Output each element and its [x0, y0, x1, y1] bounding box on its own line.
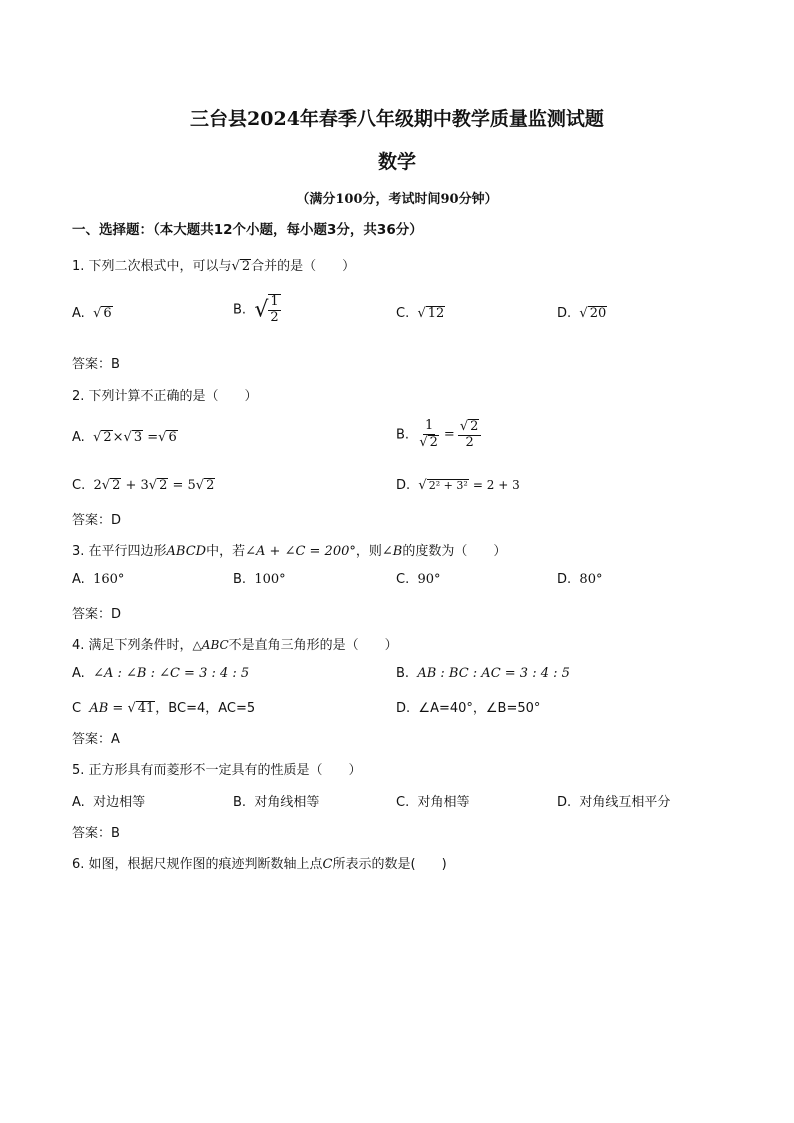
question-2-stem: 2. 下列计算不正确的是（ ） — [72, 389, 258, 404]
expression-rest: = 2 + 3 — [472, 478, 520, 492]
option-label: D. — [557, 572, 572, 587]
shape-name: ABCD — [166, 544, 207, 559]
question-6-stem — [72, 853, 447, 872]
fraction-numerator: 1 — [270, 294, 279, 309]
option-value: 160° — [93, 572, 125, 587]
stem-text: 3. 在平行四边形 — [72, 544, 167, 559]
radicand: 2 — [429, 434, 438, 450]
option-label: D. — [396, 478, 411, 493]
fraction-numerator: 1 — [424, 418, 434, 433]
q3-option-c — [396, 572, 441, 587]
option-label: A. — [72, 795, 85, 810]
q5-answer: 答案：B — [72, 826, 120, 841]
question-1-stem-a: 1. 下列二次根式中，可以与 — [72, 259, 232, 274]
q1-option-b — [233, 294, 281, 326]
sqrt-symbol: √ — [148, 478, 158, 493]
option-label: A. — [72, 306, 85, 321]
q5-option-b — [233, 791, 319, 810]
option-label: D. — [557, 795, 572, 810]
q1-answer: 答案：B — [72, 357, 120, 372]
option-value: ，BC=4，AC=5 — [155, 701, 256, 716]
sqrt-symbol: √ — [231, 259, 240, 274]
radicand: 2 — [159, 478, 168, 493]
option-radicand: 12 — [427, 306, 445, 321]
q3-option-a — [72, 572, 124, 587]
q1-option-d — [557, 306, 607, 321]
option-value: ∠A : ∠B : ∠C = 3 : 4 : 5 — [93, 666, 250, 681]
q4-option-a — [72, 666, 249, 681]
stem-text: 不是直角三角形的是（ ） — [228, 638, 398, 653]
stem-text: ，则 — [355, 544, 382, 559]
operator: = — [147, 430, 159, 445]
option-value: 对角线互相平分 — [579, 795, 671, 810]
q2-option-b — [396, 419, 481, 451]
radicand: 2 — [112, 478, 121, 493]
radicand: 2 — [206, 478, 215, 493]
q3-option-b — [233, 572, 286, 587]
fraction-left — [417, 419, 441, 451]
option-label: B. — [233, 795, 247, 810]
angle-name: ∠B — [381, 544, 403, 559]
sqrt-symbol: √ — [418, 478, 427, 493]
sqrt-symbol: √ — [254, 297, 269, 323]
q2-option-d — [396, 478, 520, 493]
sqrt-symbol: √ — [158, 430, 167, 445]
sqrt-symbol: √ — [195, 478, 205, 493]
sqrt-symbol: √ — [459, 419, 469, 434]
exam-title: 三台县2024年春季八年级期中教学质量监测试题 — [190, 108, 604, 130]
radicand: 2² + 3² — [428, 479, 468, 492]
q2-option-c — [72, 478, 215, 493]
sqrt-symbol: √ — [417, 306, 426, 321]
q5-option-c — [396, 791, 470, 810]
option-value: 对边相等 — [93, 795, 146, 810]
option-label: D. — [396, 701, 411, 716]
stem-text: 6. 如图，根据尺规作图的痕迹判断数轴上点 — [72, 857, 323, 872]
option-label: D. — [557, 306, 572, 321]
radicand: 41 — [137, 701, 155, 716]
sqrt-symbol: √ — [419, 434, 428, 450]
triangle-name: △ABC — [192, 638, 229, 652]
stem-text: 的度数为（ ） — [402, 544, 507, 559]
option-value: AB : BC : AC = 3 : 4 : 5 — [417, 666, 570, 681]
operator: + 3 — [125, 478, 149, 493]
option-label: B. — [233, 302, 247, 318]
sqrt-symbol: √ — [93, 430, 102, 445]
option-value: 对角线相等 — [254, 795, 320, 810]
option-value: 对角相等 — [417, 795, 470, 810]
option-expression: AB = — [89, 701, 124, 716]
stem-text: 所表示的数是( ) — [332, 857, 447, 872]
option-label: A. — [72, 666, 85, 681]
q5-option-d — [557, 791, 670, 810]
question-4-stem — [72, 634, 398, 653]
option-label: C. — [396, 306, 410, 321]
stem-text: 中，若 — [206, 544, 246, 559]
sqrt-symbol: √ — [127, 701, 136, 716]
radicand: 2 — [470, 419, 479, 434]
option-fraction — [268, 294, 280, 326]
operator: × — [112, 430, 124, 445]
question-1-radicand: 2 — [241, 259, 251, 274]
q4-answer: 答案：A — [72, 732, 120, 747]
sqrt-symbol: √ — [101, 478, 111, 493]
q1-option-a — [72, 306, 113, 321]
fraction-right — [458, 419, 482, 451]
q2-answer: 答案：D — [72, 513, 122, 528]
option-label: B. — [396, 666, 410, 681]
operator: = — [443, 427, 455, 443]
option-value: 90° — [417, 572, 441, 587]
option-label: C. — [396, 795, 410, 810]
q4-option-c — [72, 697, 255, 716]
condition: ∠A + ∠C = 200° — [245, 544, 356, 559]
option-value: 80° — [579, 572, 603, 587]
question-1-stem — [72, 255, 355, 274]
coefficient: 2 — [93, 478, 102, 493]
question-5-stem: 5. 正方形具有而菱形不一定具有的性质是（ ） — [72, 763, 362, 778]
option-value: ∠A=40°，∠B=50° — [418, 701, 541, 716]
option-label: C. — [72, 478, 86, 493]
q1-option-c — [396, 306, 445, 321]
q4-option-b — [396, 666, 570, 681]
subject-title: 数学 — [377, 151, 416, 173]
option-label: A. — [72, 572, 85, 587]
option-label: A. — [72, 430, 85, 445]
option-value: 100° — [254, 572, 286, 587]
q4-option-d — [396, 697, 540, 716]
question-1-stem-b: 合并的是（ ） — [251, 259, 356, 274]
operator: = 5 — [172, 478, 196, 493]
option-label: B. — [396, 427, 410, 443]
q5-option-a — [72, 791, 145, 810]
section-heading: 一、选择题：（本大题共12个小题，每小题3分，共36分） — [72, 222, 423, 238]
stem-text: 4. 满足下列条件时， — [72, 638, 193, 653]
option-radicand: 20 — [589, 306, 607, 321]
sqrt-symbol: √ — [579, 306, 588, 321]
exam-note: （满分100分，考试时间90分钟） — [296, 192, 498, 207]
q3-answer: 答案：D — [72, 607, 122, 622]
q3-option-d — [557, 572, 602, 587]
fraction-denominator: 2 — [270, 309, 279, 325]
option-label: C. — [396, 572, 410, 587]
option-radicand: 6 — [103, 306, 112, 321]
radicand: 3 — [133, 430, 143, 445]
point-name: C — [322, 857, 333, 872]
sqrt-symbol: √ — [93, 306, 102, 321]
question-3-stem — [72, 540, 506, 559]
option-label: C — [72, 701, 82, 716]
option-label: B. — [233, 572, 247, 587]
radicand: 2 — [103, 430, 112, 445]
radicand: 6 — [168, 430, 177, 445]
q2-option-a — [72, 430, 178, 445]
fraction-denominator: 2 — [465, 434, 474, 450]
sqrt-symbol: √ — [123, 430, 132, 445]
